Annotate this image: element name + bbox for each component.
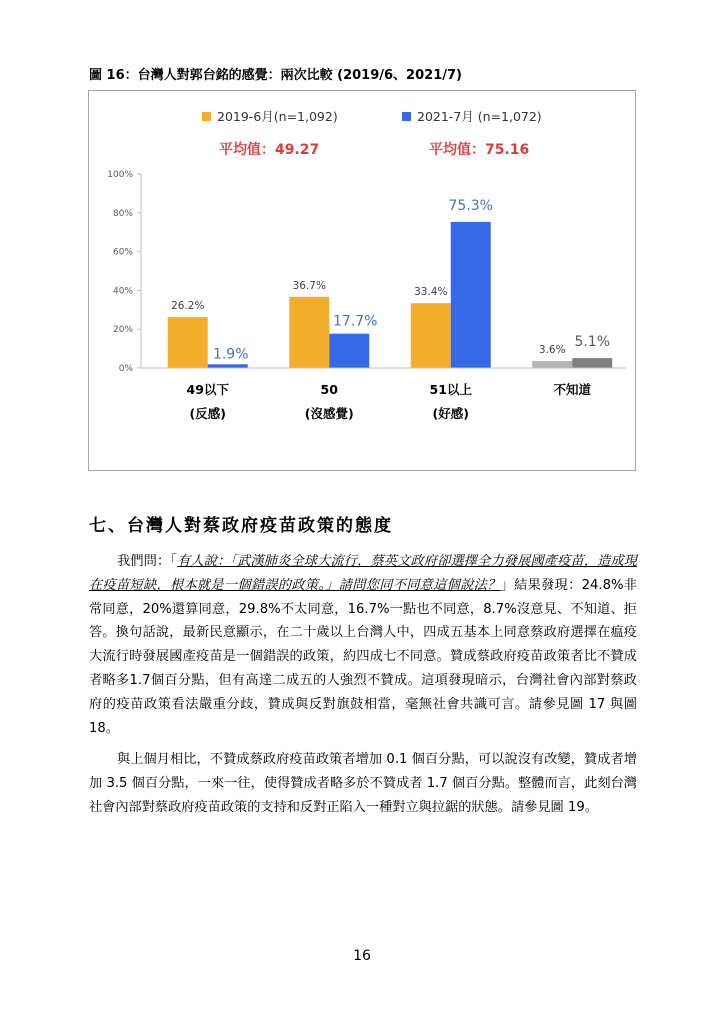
figure-caption: 圖 16：台灣人對郭台銘的感覺：兩次比較 (2019/6、2021/7) — [89, 68, 462, 83]
paragraph-1-question: 有人說：「武漢肺炎全球大流行，蔡英文政府卻選擇全力發展國產疫苗，造成現在疫苗短缺，根本就是一個錯誤的政策。」請問您同不同意這個說法？ — [89, 554, 637, 593]
bar-2019-3 — [532, 361, 572, 368]
bar-chart — [88, 90, 636, 471]
legend-swatch-2021 — [402, 112, 411, 121]
average-2019: 平均值：49.27 — [219, 142, 320, 158]
chart-canvas — [89, 91, 635, 470]
data-label-2021-0: 1.9% — [212, 346, 249, 363]
y-tick-label: 0% — [118, 364, 133, 374]
data-label-2019-1: 36.7% — [292, 279, 326, 292]
x-tick-sublabel: (反感) — [189, 406, 226, 421]
data-label-2019-3: 3.6% — [538, 344, 566, 357]
paragraph-1-rest: 」結果發現：24.8%非常同意，20%還算同意，29.8%不太同意，16.7%一點也不同意，8.7%沒意見、不知道、拒答。換句話說，最新民意顯示，在二十歲以上台灣人中，四成五基本上同意蔡政府選擇在瘟疫大流行時發展國產疫苗是一個錯誤的政策，約四成七不同意。贊成蔡政府疫苗政策者比不贊成者略多1.7個百分點，但有高達二成五的人強烈不贊成。這項發現暗示，台灣社會內部對蔡政府的疫苗政策看法嚴重分歧，贊成與反對旗鼓相當，毫無社會共識可言。請參見圖 17 與圖 18。 — [89, 577, 637, 736]
data-label-2019-0: 26.2% — [171, 300, 205, 313]
bar-2021-1 — [329, 334, 369, 368]
data-label-2021-2: 75.3% — [448, 197, 493, 214]
y-tick-label: 80% — [112, 208, 133, 219]
y-tick-label: 40% — [112, 286, 133, 297]
bar-2019-2 — [411, 303, 451, 368]
y-tick-label: 100% — [107, 170, 133, 180]
x-tick-label: 50 — [320, 382, 338, 397]
legend-label-2019: 2019-6月(n=1,092) — [217, 109, 338, 124]
data-label-2021-1: 17.7% — [333, 313, 378, 330]
y-tick-label: 20% — [112, 325, 133, 336]
data-label-2019-2: 33.4% — [414, 286, 448, 299]
bar-2021-3 — [572, 358, 612, 368]
bar-2019-0 — [168, 317, 208, 368]
data-label-2021-3: 5.1% — [574, 334, 611, 351]
bar-2021-0 — [208, 364, 248, 368]
x-tick-label: 51以上 — [429, 382, 472, 397]
paragraph-1-lead: 我們問：「 — [117, 554, 178, 569]
y-tick-label: 60% — [112, 247, 133, 258]
average-2021: 平均值：75.16 — [429, 142, 530, 158]
bars — [168, 198, 613, 368]
y-axis — [107, 170, 141, 374]
bar-2019-1 — [289, 297, 329, 368]
page-number: 16 — [353, 948, 371, 964]
paragraph-1 — [89, 550, 637, 740]
legend-label-2021: 2021-7月 (n=1,072) — [417, 109, 542, 124]
x-axis — [141, 368, 627, 421]
legend-swatch-2019 — [202, 112, 211, 121]
x-tick-label: 49以下 — [186, 382, 229, 397]
x-tick-label: 不知道 — [553, 382, 592, 397]
paragraph-2: 與上個月相比，不贊成蔡政府疫苗政策者增加 0.1 個百分點，可以說沒有改變，贊成者增加 3.5 個百分點，一來一往，使得贊成者略多於不贊成者 1.7 個百分點。整體而言，此刻台灣社會內部對蔡政府疫苗政策的支持和反對正陷入一種對立與拉鋸的狀態。請參見圖 19。 — [89, 752, 637, 815]
x-tick-sublabel: (沒感覺) — [304, 406, 354, 421]
x-tick-sublabel: (好感) — [432, 406, 469, 421]
section-heading: 七、台灣人對蔡政府疫苗政策的態度 — [89, 516, 393, 536]
bar-2021-2 — [451, 222, 491, 368]
